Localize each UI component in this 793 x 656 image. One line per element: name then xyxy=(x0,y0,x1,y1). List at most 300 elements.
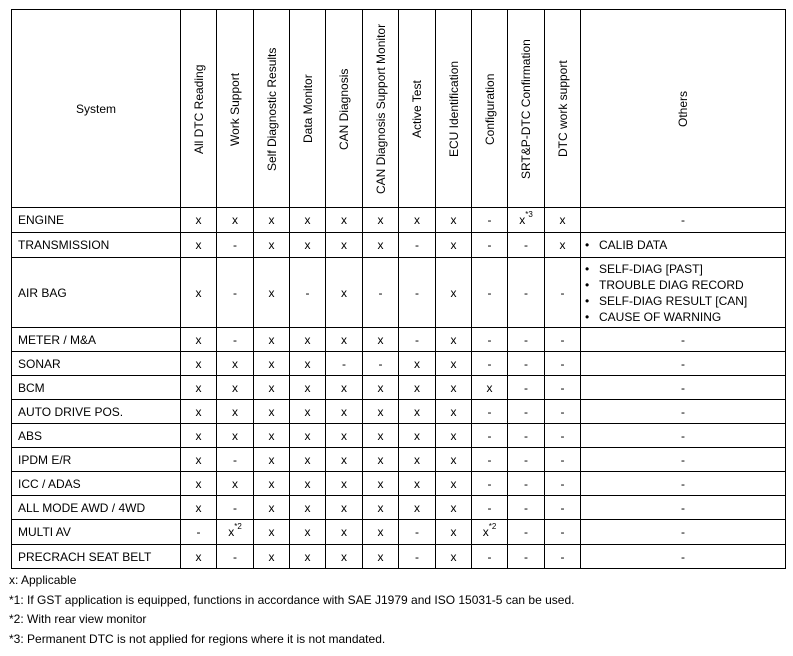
cell-value: - xyxy=(560,452,565,467)
cell-value: - xyxy=(415,238,419,252)
cell-value: x xyxy=(304,500,311,515)
others-cell xyxy=(581,258,786,328)
applicability-cell xyxy=(472,208,508,233)
applicability-cell xyxy=(472,376,508,400)
footnote-ref: *2 xyxy=(488,522,497,531)
applicability-cell xyxy=(254,258,290,328)
cell-value: - xyxy=(560,404,565,419)
applicability-cell xyxy=(436,520,472,545)
cell-value: - xyxy=(524,380,528,395)
applicability-cell xyxy=(217,545,254,569)
applicability-cell xyxy=(254,496,290,520)
cell-value: - xyxy=(415,332,419,347)
applicability-cell xyxy=(545,448,581,472)
cell-value: - xyxy=(487,285,492,300)
applicability-cell xyxy=(254,545,290,569)
applicability-cell xyxy=(290,448,326,472)
cell-value: x xyxy=(341,380,347,395)
cell-value: x xyxy=(268,476,275,491)
table-row xyxy=(12,496,786,520)
cell-value: x xyxy=(232,213,238,227)
cell-value: x xyxy=(450,404,457,419)
cell-value: - xyxy=(415,549,419,564)
cell-value: x xyxy=(414,428,420,443)
cell-value: x xyxy=(450,380,457,395)
others-cell: - xyxy=(581,208,786,233)
applicability-cell xyxy=(326,424,363,448)
others-list-item: • SELF-DIAG [PAST] xyxy=(585,261,781,277)
cell-value: - xyxy=(524,356,528,371)
applicability-cell xyxy=(217,424,254,448)
cell-value: x xyxy=(377,332,384,347)
cell-value: x xyxy=(195,404,202,419)
applicability-cell xyxy=(326,448,363,472)
applicability-cell xyxy=(326,233,363,258)
applicability-cell xyxy=(290,472,326,496)
header-col-4 xyxy=(326,10,363,208)
applicability-cell xyxy=(254,520,290,545)
cell-value: x xyxy=(268,428,275,443)
applicability-cell xyxy=(436,545,472,569)
cell-value: x xyxy=(304,213,311,227)
applicability-cell xyxy=(436,208,472,233)
applicability-cell xyxy=(363,448,399,472)
applicability-cell xyxy=(217,520,254,545)
cell-value: x xyxy=(268,213,275,227)
cell-value: x xyxy=(341,549,347,564)
cell-value: - xyxy=(560,285,565,300)
applicability-cell xyxy=(181,472,217,496)
table-row xyxy=(12,208,786,233)
applicability-cell xyxy=(472,496,508,520)
footnote-line: x: Applicable xyxy=(9,573,77,587)
header-col-label: CAN Diagnosis xyxy=(337,67,351,150)
applicability-cell xyxy=(472,233,508,258)
cell-value: x xyxy=(377,404,384,419)
applicability-cell xyxy=(326,352,363,376)
cell-value: - xyxy=(378,285,383,300)
cell-value: x xyxy=(450,238,457,252)
applicability-cell xyxy=(436,258,472,328)
applicability-cell xyxy=(217,400,254,424)
applicability-cell xyxy=(290,376,326,400)
applicability-cell xyxy=(508,472,545,496)
applicability-cell xyxy=(436,376,472,400)
cell-value: x xyxy=(232,476,238,491)
others-cell: - xyxy=(581,448,786,472)
applicability-cell xyxy=(545,352,581,376)
cell-value: - xyxy=(560,525,565,539)
cell-value: x xyxy=(341,500,347,515)
applicability-cell xyxy=(326,520,363,545)
applicability-cell xyxy=(508,208,545,233)
cell-value: x xyxy=(195,428,202,443)
cell-value: - xyxy=(233,500,237,515)
cell-value: x xyxy=(304,549,311,564)
cell-value: - xyxy=(305,285,310,300)
applicability-cell xyxy=(363,496,399,520)
table-row xyxy=(12,400,786,424)
function-matrix-table xyxy=(11,9,786,569)
cell-value: x xyxy=(195,285,202,300)
cell-value: x xyxy=(232,380,238,395)
applicability-cell xyxy=(217,448,254,472)
applicability-cell xyxy=(181,233,217,258)
others-cell: - xyxy=(581,376,786,400)
cell-value: x xyxy=(341,332,347,347)
header-col-label: Active Test xyxy=(410,79,424,138)
cell-value: - xyxy=(524,525,528,539)
applicability-cell xyxy=(545,520,581,545)
applicability-cell xyxy=(399,208,436,233)
cell-value: x xyxy=(482,525,489,539)
applicability-cell xyxy=(436,448,472,472)
cell-value: - xyxy=(233,549,237,564)
system-name: SONAR xyxy=(12,352,181,376)
others-cell: - xyxy=(581,400,786,424)
cell-value: x xyxy=(268,525,275,539)
cell-value: - xyxy=(524,238,528,252)
cell-value: x xyxy=(450,500,457,515)
cell-value: - xyxy=(524,452,528,467)
cell-value: - xyxy=(233,238,237,252)
cell-value: - xyxy=(487,238,492,252)
cell-value: x xyxy=(414,380,420,395)
cell-value: x xyxy=(228,525,235,539)
header-col-8 xyxy=(472,10,508,208)
cell-value: - xyxy=(487,428,492,443)
cell-value: x xyxy=(268,380,275,395)
applicability-cell xyxy=(326,328,363,352)
applicability-cell xyxy=(181,496,217,520)
applicability-cell xyxy=(508,424,545,448)
applicability-cell xyxy=(326,472,363,496)
applicability-cell xyxy=(363,520,399,545)
applicability-cell xyxy=(436,328,472,352)
applicability-cell xyxy=(290,233,326,258)
system-name: BCM xyxy=(12,376,181,400)
footnote-line: *2: With rear view monitor xyxy=(9,612,147,626)
cell-value: x xyxy=(268,500,275,515)
table-row xyxy=(12,328,786,352)
applicability-cell xyxy=(508,233,545,258)
cell-value: - xyxy=(524,476,528,491)
applicability-cell xyxy=(399,233,436,258)
system-name: TRANSMISSION xyxy=(12,233,181,258)
cell-value: x xyxy=(268,238,275,252)
cell-value: x xyxy=(377,549,384,564)
cell-value: x xyxy=(414,452,420,467)
header-col-label: DTC work support xyxy=(555,60,570,157)
cell-value: x xyxy=(450,549,457,564)
applicability-cell xyxy=(472,472,508,496)
applicability-cell xyxy=(363,472,399,496)
cell-value: x xyxy=(304,380,311,395)
cell-value: x xyxy=(304,356,311,371)
cell-value: x xyxy=(195,452,202,467)
applicability-cell xyxy=(363,400,399,424)
applicability-cell xyxy=(181,400,217,424)
applicability-cell xyxy=(545,208,581,233)
cell-value: - xyxy=(233,285,237,300)
table-row xyxy=(12,424,786,448)
cell-value: x xyxy=(450,356,457,371)
others-list-item: • CALIB DATA xyxy=(585,237,781,253)
cell-value: x xyxy=(195,356,202,371)
cell-value: x xyxy=(304,404,311,419)
applicability-cell xyxy=(545,545,581,569)
footnotes xyxy=(9,571,574,649)
applicability-cell xyxy=(290,400,326,424)
table-row xyxy=(12,520,786,545)
applicability-cell xyxy=(436,352,472,376)
applicability-cell xyxy=(181,545,217,569)
applicability-cell xyxy=(508,400,545,424)
cell-value: - xyxy=(560,549,565,564)
applicability-cell xyxy=(436,472,472,496)
applicability-cell xyxy=(436,233,472,258)
applicability-cell xyxy=(217,328,254,352)
cell-value: x xyxy=(304,428,311,443)
applicability-cell xyxy=(254,424,290,448)
cell-value: x xyxy=(232,428,238,443)
applicability-cell xyxy=(508,352,545,376)
applicability-cell xyxy=(363,258,399,328)
cell-value: - xyxy=(524,332,528,347)
system-name: IPDM E/R xyxy=(12,448,181,472)
others-list-item: • CAUSE OF WARNING xyxy=(585,309,781,325)
cell-value: x xyxy=(450,285,457,300)
applicability-cell xyxy=(181,328,217,352)
applicability-cell xyxy=(181,424,217,448)
others-list xyxy=(585,237,781,253)
cell-value: - xyxy=(415,285,419,300)
applicability-cell xyxy=(290,424,326,448)
table-row xyxy=(12,258,786,328)
header-col-5 xyxy=(363,10,399,208)
applicability-cell xyxy=(436,400,472,424)
applicability-cell xyxy=(290,258,326,328)
header-col-label: Data Monitor xyxy=(300,74,315,143)
cell-value: x xyxy=(195,476,202,491)
cell-value: x xyxy=(414,356,420,371)
table-row xyxy=(12,376,786,400)
applicability-cell xyxy=(181,208,217,233)
cell-value: - xyxy=(233,452,237,467)
table-row xyxy=(12,472,786,496)
applicability-cell xyxy=(363,233,399,258)
header-system: System xyxy=(12,10,181,208)
applicability-cell xyxy=(363,424,399,448)
cell-value: x xyxy=(268,549,275,564)
system-name: ABS xyxy=(12,424,181,448)
applicability-cell xyxy=(399,328,436,352)
cell-value: - xyxy=(487,452,492,467)
header-col-label: All DTC Reading xyxy=(191,63,206,154)
cell-value: x xyxy=(195,213,202,227)
cell-value: x xyxy=(195,238,202,252)
applicability-cell xyxy=(217,208,254,233)
others-cell xyxy=(581,233,786,258)
cell-value: x xyxy=(195,380,202,395)
cell-value: - xyxy=(196,525,201,539)
applicability-cell xyxy=(508,258,545,328)
header-others-label: Others xyxy=(676,90,690,127)
cell-value: x xyxy=(559,238,566,252)
applicability-cell xyxy=(545,233,581,258)
cell-value: x xyxy=(341,525,347,539)
cell-value: - xyxy=(487,213,492,227)
cell-value: x xyxy=(304,238,311,252)
cell-value: x xyxy=(377,238,384,252)
applicability-cell xyxy=(545,400,581,424)
cell-value: x xyxy=(268,452,275,467)
system-name: ENGINE xyxy=(12,208,181,233)
applicability-cell xyxy=(217,376,254,400)
header-col-3 xyxy=(290,10,326,208)
footnote-line: *1: If GST application is equipped, functions in accordance with SAE J1979 and ISO 15031-5 can be used. xyxy=(9,592,575,607)
header-col-label: SRT&P-DTC Confirmation xyxy=(519,38,533,179)
cell-value: - xyxy=(487,476,492,491)
applicability-cell xyxy=(508,376,545,400)
header-col-6 xyxy=(399,10,436,208)
cell-value: - xyxy=(487,404,492,419)
applicability-cell xyxy=(254,328,290,352)
applicability-cell xyxy=(545,496,581,520)
system-name: ALL MODE AWD / 4WD xyxy=(12,496,181,520)
cell-value: x xyxy=(414,476,420,491)
applicability-cell xyxy=(545,258,581,328)
cell-value: x xyxy=(268,356,275,371)
cell-value: x xyxy=(195,500,202,515)
applicability-cell xyxy=(217,496,254,520)
cell-value: x xyxy=(195,549,202,564)
cell-value: x xyxy=(414,500,420,515)
applicability-cell xyxy=(399,400,436,424)
cell-value: x xyxy=(377,428,384,443)
applicability-cell xyxy=(436,496,472,520)
cell-value: x xyxy=(268,285,275,300)
cell-value: x xyxy=(377,213,384,227)
applicability-cell xyxy=(254,376,290,400)
cell-value: - xyxy=(560,380,565,395)
applicability-cell xyxy=(181,352,217,376)
cell-value: - xyxy=(487,549,492,564)
header-col-label: Work Support xyxy=(228,71,242,146)
applicability-cell xyxy=(508,545,545,569)
system-name: MULTI AV xyxy=(12,520,181,545)
applicability-cell xyxy=(290,328,326,352)
applicability-cell xyxy=(399,520,436,545)
cell-value: x xyxy=(341,476,347,491)
cell-value: - xyxy=(524,285,528,300)
applicability-cell xyxy=(399,424,436,448)
cell-value: - xyxy=(560,476,565,491)
cell-value: - xyxy=(487,500,492,515)
applicability-cell xyxy=(545,376,581,400)
applicability-cell xyxy=(508,328,545,352)
footnote-line: *3: Permanent DTC is not applied for regions where it is not mandated. xyxy=(9,631,386,646)
cell-value: x xyxy=(304,332,311,347)
others-cell: - xyxy=(581,545,786,569)
cell-value: x xyxy=(450,213,457,227)
cell-value: x xyxy=(341,428,347,443)
others-list-item: • TROUBLE DIAG RECORD xyxy=(585,277,781,293)
header-col-label: Self Diagnostic Results xyxy=(264,46,279,171)
applicability-cell xyxy=(254,352,290,376)
cell-value: x xyxy=(268,332,275,347)
header-col-label: ECU Identification xyxy=(446,60,461,157)
cell-value: - xyxy=(233,332,237,347)
cell-value: - xyxy=(560,500,565,515)
applicability-cell xyxy=(217,472,254,496)
cell-value: - xyxy=(342,356,346,371)
cell-value: x xyxy=(341,285,347,300)
cell-value: - xyxy=(524,428,528,443)
applicability-cell xyxy=(254,472,290,496)
cell-value: x xyxy=(450,476,457,491)
system-name: AIR BAG xyxy=(12,258,181,328)
cell-value: x xyxy=(486,380,493,395)
cell-value: x xyxy=(304,476,311,491)
others-list-item: • SELF-DIAG RESULT [CAN] xyxy=(585,293,781,309)
applicability-cell xyxy=(472,328,508,352)
footnote-ref: *3 xyxy=(525,210,533,219)
applicability-cell xyxy=(399,496,436,520)
cell-value: x xyxy=(450,428,457,443)
table-row xyxy=(12,233,786,258)
header-col-7 xyxy=(436,10,472,208)
cell-value: x xyxy=(232,404,238,419)
cell-value: x xyxy=(377,452,384,467)
table-row xyxy=(12,352,786,376)
cell-value: - xyxy=(415,525,419,539)
cell-value: x xyxy=(341,452,347,467)
applicability-cell xyxy=(399,472,436,496)
header-col-label: CAN Diagnosis Support Monitor xyxy=(373,23,388,194)
applicability-cell xyxy=(363,376,399,400)
cell-value: - xyxy=(378,356,383,371)
cell-value: x xyxy=(377,380,384,395)
header-col-label: Configuration xyxy=(482,72,497,145)
cell-value: x xyxy=(304,452,311,467)
applicability-cell xyxy=(217,233,254,258)
applicability-cell xyxy=(472,520,508,545)
header-col-1 xyxy=(217,10,254,208)
applicability-cell xyxy=(290,520,326,545)
applicability-cell xyxy=(399,448,436,472)
applicability-cell xyxy=(399,376,436,400)
cell-value: - xyxy=(524,404,528,419)
system-name: AUTO DRIVE POS. xyxy=(12,400,181,424)
applicability-cell xyxy=(508,448,545,472)
applicability-cell xyxy=(326,496,363,520)
others-cell: - xyxy=(581,328,786,352)
cell-value: x xyxy=(304,525,311,539)
header-others xyxy=(581,10,786,208)
applicability-cell xyxy=(290,352,326,376)
applicability-cell xyxy=(217,352,254,376)
header-row xyxy=(12,10,786,208)
cell-value: x xyxy=(559,213,566,227)
applicability-cell xyxy=(545,424,581,448)
cell-value: - xyxy=(560,428,565,443)
applicability-cell xyxy=(181,376,217,400)
applicability-cell xyxy=(508,496,545,520)
system-name: PRECRACH SEAT BELT xyxy=(12,545,181,569)
applicability-cell xyxy=(181,520,217,545)
applicability-cell xyxy=(326,258,363,328)
